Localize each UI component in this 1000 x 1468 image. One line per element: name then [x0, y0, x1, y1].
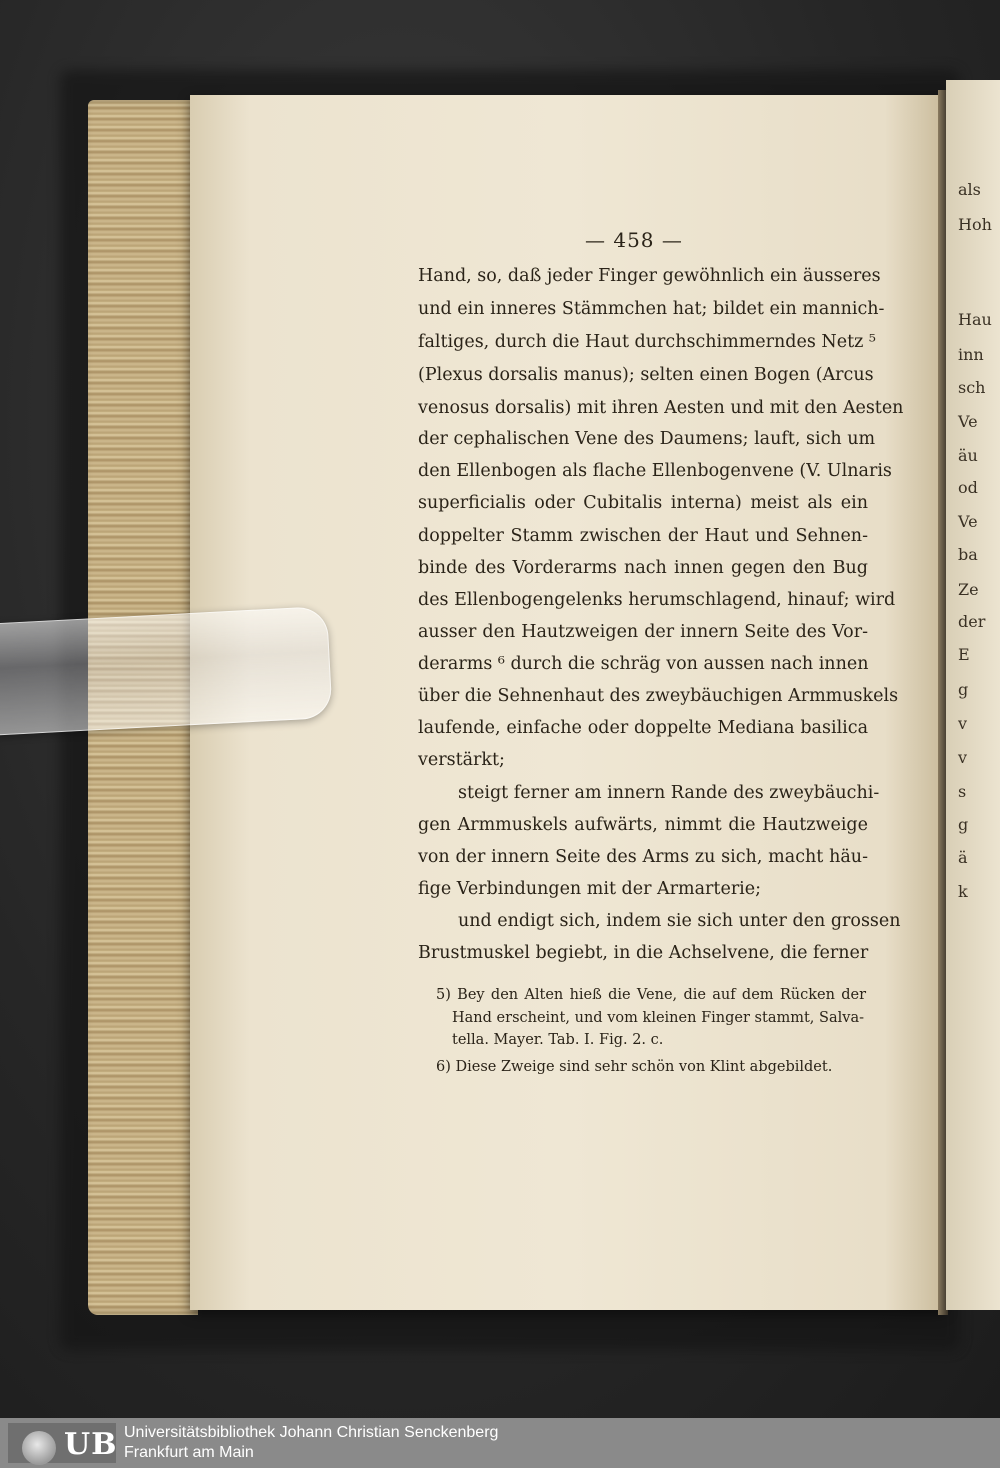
text-line: und ein inneres Stämmchen hat; bildet ein mannich-: [418, 299, 885, 319]
text-line: Hand, so, daß jeder Finger gewöhnlich ein äusseres: [418, 266, 881, 286]
facing-page-fragment: s: [958, 782, 967, 801]
footnote-line: 6) Diese Zweige sind sehr schön von Klint abgebildet.: [436, 1059, 833, 1075]
text-line: ausser den Hautzweigen der innern Seite des Vor-: [418, 622, 868, 642]
text-line: verstärkt;: [418, 750, 505, 770]
text-line: (Plexus dorsalis manus); selten einen Bogen (Arcus: [418, 365, 874, 385]
facing-page-edge: [946, 80, 1000, 1310]
text-line: faltiges, durch die Haut durchschimmerndes Netz ⁵: [418, 332, 876, 352]
text-line: gen Armmuskels aufwärts, nimmt die Hautzweige: [418, 815, 868, 835]
facing-page-fragment: g: [958, 815, 969, 834]
text-line: fige Verbindungen mit der Armarterie;: [418, 879, 762, 899]
text-line: derarms ⁶ durch die schräg von aussen nach innen: [418, 654, 869, 674]
facing-page-fragment: Hau: [958, 310, 992, 329]
facing-page-fragment: v: [958, 748, 968, 767]
library-name-line2: Frankfurt am Main: [124, 1444, 254, 1461]
facing-page-fragment: E: [958, 645, 970, 664]
facing-page-fragment: als: [958, 180, 981, 199]
facing-page-fragment: ä: [958, 848, 968, 867]
library-name-line1: Universitätsbibliothek Johann Christian Senckenberg: [124, 1424, 499, 1441]
facing-page-fragment: Ze: [958, 580, 979, 599]
facing-page-fragment: k: [958, 882, 968, 901]
footnote-line: Hand erscheint, und vom kleinen Finger stammt, Salva-: [452, 1010, 864, 1026]
facing-page-fragment: Ve: [958, 412, 978, 431]
text-line: venosus dorsalis) mit ihren Aesten und mit den Aesten: [418, 398, 904, 418]
facing-page-fragment: äu: [958, 446, 978, 465]
glass-page-weight: [0, 606, 333, 736]
facing-page-fragment: sch: [958, 378, 986, 397]
footnote-line: 5) Bey den Alten hieß die Vene, die auf dem Rücken der: [436, 987, 866, 1003]
text-line: Brustmuskel begiebt, in die Achselvene, die ferner: [418, 943, 869, 963]
facing-page-fragment: Hoh: [958, 215, 992, 234]
library-name: [124, 1423, 498, 1463]
facing-page-fragment: ba: [958, 545, 978, 564]
text-line: und endigt sich, indem sie sich unter den grossen: [458, 911, 901, 931]
text-line: der cephalischen Vene des Daumens; lauft, sich um: [418, 429, 876, 449]
facing-page-fragment: Ve: [958, 512, 978, 531]
facing-page-fragment: v: [958, 714, 968, 733]
text-line: binde des Vorderarms nach innen gegen den Bug: [418, 558, 868, 578]
text-line: des Ellenbogengelenks herumschlagend, hinauf; wird: [418, 590, 896, 610]
facing-page-fragment: g: [958, 680, 969, 699]
facing-page-fragment: od: [958, 478, 978, 497]
facing-page-fragment: der: [958, 612, 986, 631]
text-line: laufende, einfache oder doppelte Mediana basilica: [418, 718, 868, 738]
text-line: von der innern Seite des Arms zu sich, macht häu-: [418, 847, 868, 867]
text-line: den Ellenbogen als flache Ellenbogenvene (V. Ulnaris: [418, 461, 892, 481]
facing-page-fragment: inn: [958, 345, 984, 364]
text-line: superficialis oder Cubitalis interna) meist als ein: [418, 493, 868, 513]
text-line: über die Sehnenhaut des zweybäuchigen Armmuskels: [418, 686, 899, 706]
text-line: doppelter Stamm zwischen der Haut und Sehnen-: [418, 526, 868, 546]
page-number: — 458 —: [585, 228, 683, 252]
logo-text: UB: [64, 1427, 118, 1462]
library-logo: [8, 1423, 116, 1463]
text-line: steigt ferner am innern Rande des zweybäuchi-: [458, 783, 880, 803]
library-footer-bar: [0, 1418, 1000, 1468]
portrait-icon: [22, 1431, 56, 1465]
footnote-line: tella. Mayer. Tab. I. Fig. 2. c.: [452, 1032, 664, 1048]
